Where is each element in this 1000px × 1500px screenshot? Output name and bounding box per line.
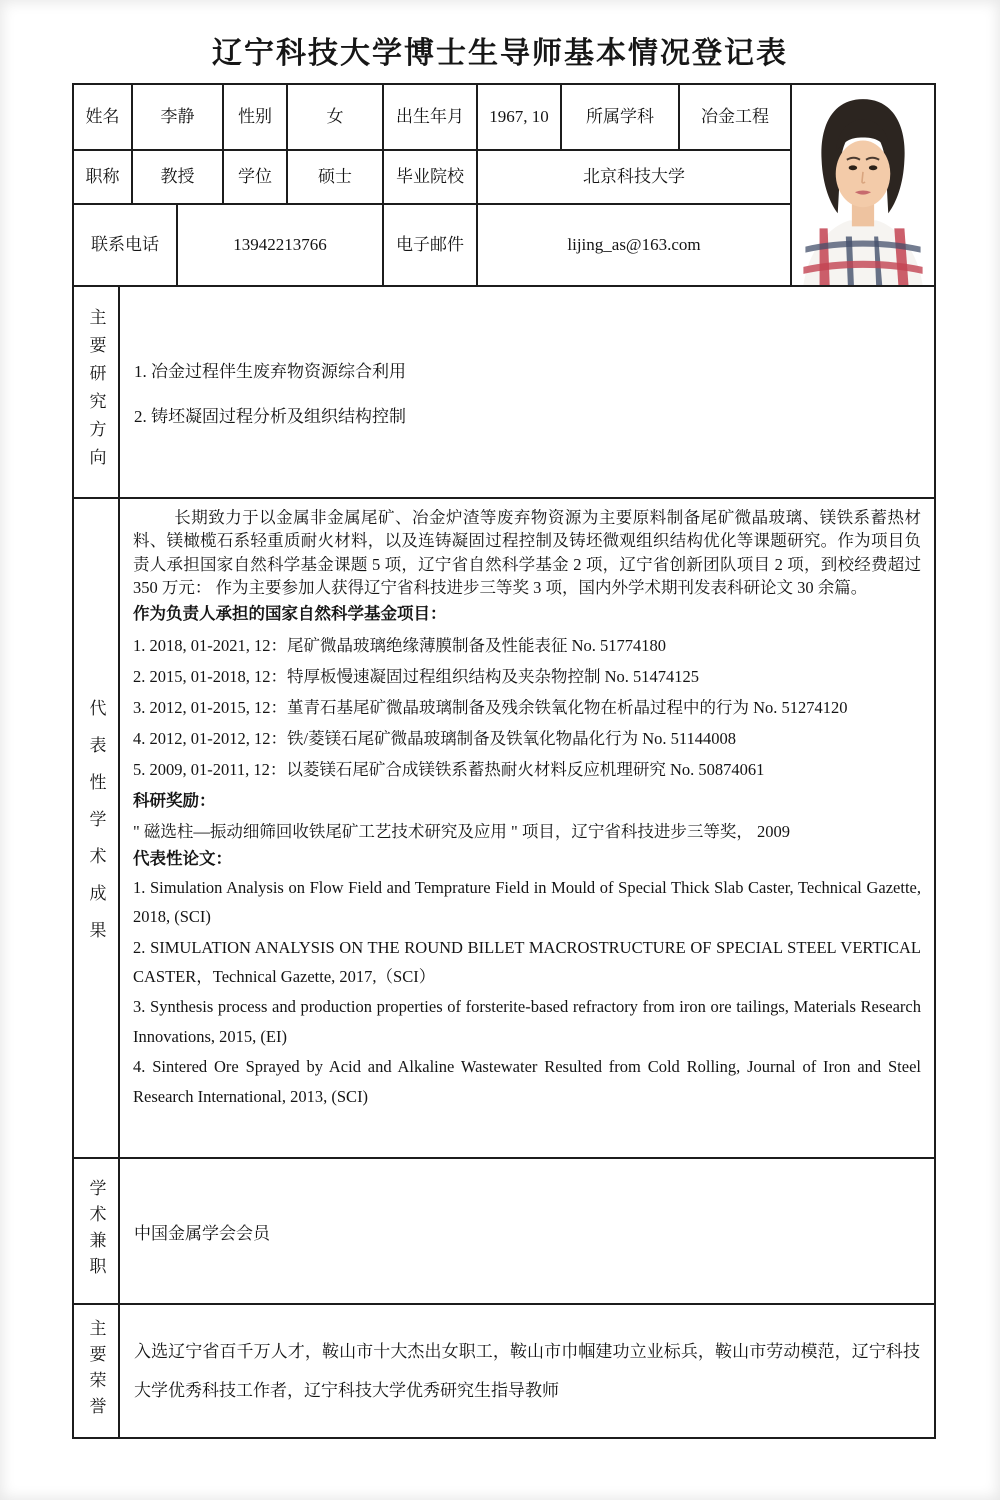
portrait-illustration (792, 85, 934, 285)
discipline-label: 所属学科 (562, 85, 680, 149)
phone-label: 联系电话 (74, 205, 178, 285)
profile-photo (790, 85, 934, 285)
honors-label: 主要荣誉 (74, 1305, 120, 1437)
achievements-band (74, 499, 934, 1159)
degree-label: 学位 (224, 151, 288, 203)
award-item: " 磁选柱—振动细筛回收铁尾矿工艺技术研究及应用 " 项目，辽宁省科技进步三等奖， 2009 (133, 822, 790, 842)
nsfc-project: 5. 2009, 01-2011, 12：以菱镁石尾矿合成镁铁系蓄热耐火材料反应机理研究 No. 50874061 (133, 759, 765, 779)
birth-value: 1967, 10 (478, 85, 562, 149)
membership-item: 中国金属学会会员 (134, 1223, 270, 1243)
email-value: lijing_as@163.com (567, 234, 701, 254)
table-row (74, 85, 790, 151)
nsfc-project: 2. 2015, 01-2018, 12：特厚板慢速凝固过程组织结构及夹杂物控制 No. 51474125 (133, 667, 700, 687)
nsfc-project: 3. 2012, 01-2015, 12：堇青石基尾矿微晶玻璃制备及残余铁氧化物在析晶过程中的行为 No. 51274120 (133, 697, 848, 717)
paper-item: 3. Synthesis process and production properties of forsterite-based refractory from iron ore tailings, Materials Research Innovations, 2015, (EI) (133, 997, 921, 1046)
paper-item: 2. SIMULATION ANALYSIS ON THE ROUND BILLET MACROSTRUCTURE OF SPECIAL STEEL VERTICAL CASTER，Technical Gazette, 2017,（SCI） (133, 937, 921, 987)
research-item: 1. 冶金过程伴生废弃物资源综合利用 (134, 362, 406, 381)
awards-heading: 科研奖励： (133, 791, 216, 811)
research-directions-label: 主要研究方向 (74, 287, 120, 497)
basic-info-band (74, 85, 934, 287)
nsfc-heading: 作为负责人承担的国家自然科学基金项目： (133, 603, 447, 623)
basic-info-grid (74, 85, 790, 285)
paper-item: 1. Simulation Analysis on Flow Field and Temprature Field in Mould of Special Thick Slab Caster, Technical Gazette, 2018, (SCI) (133, 878, 921, 927)
papers-heading: 代表性论文： (133, 849, 232, 869)
honors-text: 入选辽宁省百千万人才，鞍山市十大杰出女职工，鞍山市巾帼建功立业标兵，鞍山市劳动模范，辽宁科技大学优秀科技工作者，辽宁科技大学优秀研究生指导教师 (134, 1341, 920, 1400)
page-title: 辽宁科技大学博士生导师基本情况登记表 (212, 37, 788, 70)
memberships-label: 学术兼职 (74, 1159, 120, 1303)
achievements-label: 代表性学术成果 (74, 499, 120, 1157)
paper-item: 4. Sintered Ore Sprayed by Acid and Alkaline Wastewater Resulted from Cold Rolling, Journal of Iron and Steel Research International, 2013, (SCI) (133, 1057, 921, 1106)
degree-value: 硕士 (288, 151, 384, 203)
name-label: 姓名 (74, 85, 133, 149)
honors-content (120, 1305, 934, 1437)
gender-label: 性别 (224, 85, 288, 149)
discipline-value: 冶金工程 (701, 106, 769, 126)
email-label: 电子邮件 (384, 205, 478, 285)
school-label: 毕业院校 (384, 151, 478, 203)
honors-band (74, 1305, 934, 1437)
research-item: 2. 铸坯凝固过程分析及组织结构控制 (134, 407, 406, 426)
table-row (74, 151, 790, 205)
school-value: 北京科技大学 (583, 166, 685, 186)
nsfc-project: 1. 2018, 01-2021, 12：尾矿微晶玻璃绝缘薄膜制备及性能表征 No. 51774180 (133, 636, 667, 656)
achievements-content (120, 499, 934, 1157)
nsfc-project: 4. 2012, 01-2012, 12：铁/菱镁石尾矿微晶玻璃制备及铁氧化物晶化行为 No. 51144008 (133, 728, 737, 748)
gender-value: 女 (288, 85, 384, 149)
name-value: 李静 (133, 85, 224, 149)
title-value: 教授 (133, 151, 224, 203)
table-row (74, 205, 790, 285)
registration-form-table (72, 83, 936, 1439)
research-directions-band (74, 287, 934, 499)
research-directions-content (120, 287, 934, 497)
phone-value: 13942213766 (178, 205, 384, 285)
birth-label: 出生年月 (384, 85, 478, 149)
memberships-content (120, 1159, 934, 1303)
title-label: 职称 (74, 151, 133, 203)
memberships-band (74, 1159, 934, 1305)
achievements-intro: 长期致力于以金属非金属尾矿、冶金炉渣等废弃物资源为主要原料制备尾矿微晶玻璃、镁铁系蓄热材料、镁橄榄石系轻重质耐火材料，以及连铸凝固过程控制及铸坯微观组织结构优化等课题研究。作为项目负责人承担国家自然科学基金课题 5 项，辽宁省自然科学基金 2 项，辽宁省创新团队项目 2 项，到校经费超过 350 万元： 作为主要参加人获得辽宁省科技进步三等奖 3 项，国内外学术期刊发表科研论文 30 余篇。 (133, 508, 921, 598)
